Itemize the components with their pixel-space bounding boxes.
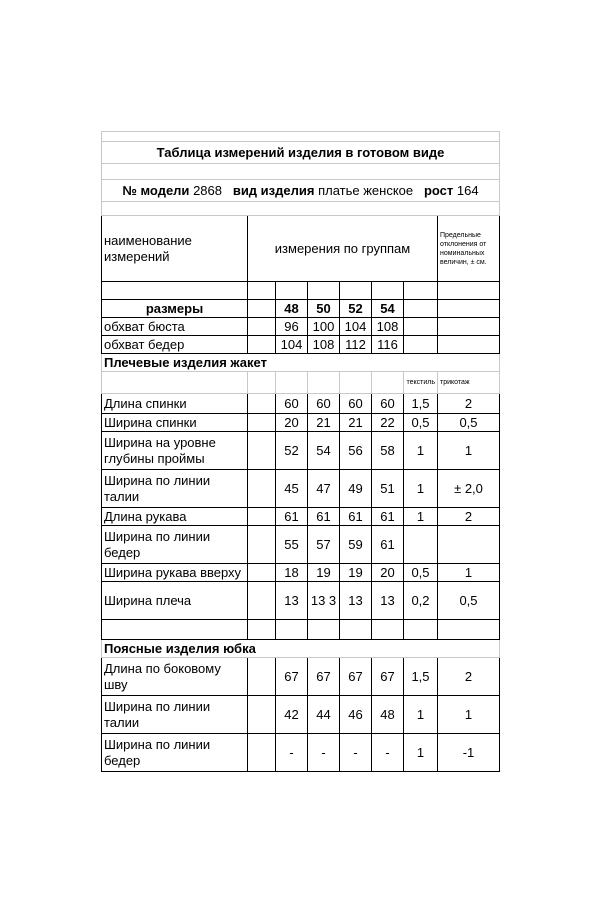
table-row — [102, 414, 500, 432]
row-label: Длина по боковому шву — [102, 658, 248, 696]
size-value: 44 — [308, 696, 340, 734]
section-skirt-title: Поясные изделия юбка — [102, 640, 500, 658]
deviation-value: 1 — [438, 696, 500, 734]
measurement-sheet — [101, 131, 499, 772]
size-value: 19 — [308, 564, 340, 582]
header-deviation: Предельные отклонения от номинальных величин, ± см. — [438, 216, 500, 282]
size-value: 21 — [340, 414, 372, 432]
deviation-value: 0,2 — [404, 582, 438, 620]
size-value: 67 — [276, 658, 308, 696]
size-value: - — [276, 734, 308, 772]
size-value: 60 — [372, 394, 404, 414]
size-value: 49 — [340, 470, 372, 508]
size-value: 60 — [308, 394, 340, 414]
size-value: 22 — [372, 414, 404, 432]
size-value: 58 — [372, 432, 404, 470]
deviation-value: 0,5 — [404, 564, 438, 582]
deviation-value: 1 — [404, 508, 438, 526]
table-row — [102, 470, 500, 508]
size-value: 51 — [372, 470, 404, 508]
model-label: № модели — [122, 182, 190, 198]
size-value: 56 — [340, 432, 372, 470]
deviation-value: 2 — [438, 658, 500, 696]
height-label: рост — [423, 182, 454, 198]
model-info — [102, 180, 500, 202]
row-label: Длина рукава — [102, 508, 248, 526]
deviation-value: 2 — [438, 394, 500, 414]
size-value: 18 — [276, 564, 308, 582]
size-value: 52 — [276, 432, 308, 470]
jacket-rows — [102, 394, 500, 620]
table-row — [102, 564, 500, 582]
row-label: Ширина по линии бедер — [102, 734, 248, 772]
deviation-value: 1,5 — [404, 394, 438, 414]
table-row — [102, 734, 500, 772]
deviation-value: 1 — [404, 734, 438, 772]
size-value: 20 — [276, 414, 308, 432]
size-value: 61 — [372, 526, 404, 564]
size-value: 13 — [276, 582, 308, 620]
size-value: 57 — [308, 526, 340, 564]
size-value: 46 — [340, 696, 372, 734]
row-label: Ширина по линии талии — [102, 470, 248, 508]
size-value: 60 — [340, 394, 372, 414]
size-value: 67 — [372, 658, 404, 696]
sizes-row: размеры 48 50 52 54 — [102, 300, 500, 318]
size-value: 61 — [372, 508, 404, 526]
size-value: 21 — [308, 414, 340, 432]
table-row — [102, 526, 500, 564]
header-groups: измерения по группам — [248, 216, 438, 282]
size-value: 19 — [340, 564, 372, 582]
size-value: 13 3 — [308, 582, 340, 620]
deviation-value — [438, 526, 500, 564]
table-row — [102, 582, 500, 620]
dev-label-textile: текстиль — [404, 372, 438, 394]
height-value: 164 — [456, 182, 479, 198]
size-value: 13 — [340, 582, 372, 620]
size-value: 55 — [276, 526, 308, 564]
type-value: платье женское — [318, 182, 414, 198]
size-value: - — [340, 734, 372, 772]
row-label: Ширина по линии талии — [102, 696, 248, 734]
model-value: 2868 — [193, 182, 222, 198]
measurement-table — [101, 131, 500, 772]
header-name: наименование измерений — [102, 216, 248, 282]
deviation-value: 0,5 — [404, 414, 438, 432]
table-row: обхват бюста 96 100 104 108 — [102, 318, 500, 336]
size-value: 47 — [308, 470, 340, 508]
table-row — [102, 508, 500, 526]
deviation-value: 2 — [438, 508, 500, 526]
row-label: Ширина по линии бедер — [102, 526, 248, 564]
deviation-value: 1,5 — [404, 658, 438, 696]
size-value: 20 — [372, 564, 404, 582]
size-value: 54 — [308, 432, 340, 470]
size-value: 13 — [372, 582, 404, 620]
size-value: 61 — [276, 508, 308, 526]
deviation-value: 1 — [438, 432, 500, 470]
row-label: Ширина плеча — [102, 582, 248, 620]
deviation-value: 0,5 — [438, 582, 500, 620]
deviation-value: 1 — [404, 696, 438, 734]
size-value: 67 — [340, 658, 372, 696]
size-value: 45 — [276, 470, 308, 508]
size-value: - — [308, 734, 340, 772]
row-label: Ширина спинки — [102, 414, 248, 432]
deviation-value: 1 — [404, 432, 438, 470]
row-label: Длина спинки — [102, 394, 248, 414]
size-value: - — [372, 734, 404, 772]
row-label: Ширина рукава вверху — [102, 564, 248, 582]
table-row — [102, 394, 500, 414]
dev-label-knit: трикотаж — [438, 372, 500, 394]
size-value: 67 — [308, 658, 340, 696]
type-label: вид изделия — [232, 182, 315, 198]
size-value: 42 — [276, 696, 308, 734]
deviation-value: 0,5 — [438, 414, 500, 432]
deviation-value: 1 — [404, 470, 438, 508]
page-title: Таблица измерений изделия в готовом виде — [102, 142, 500, 164]
skirt-rows — [102, 658, 500, 772]
table-row — [102, 658, 500, 696]
deviation-value: -1 — [438, 734, 500, 772]
size-value: 59 — [340, 526, 372, 564]
deviation-value: 1 — [438, 564, 500, 582]
table-row — [102, 696, 500, 734]
deviation-value — [404, 526, 438, 564]
row-label: Ширина на уровне глубины проймы — [102, 432, 248, 470]
table-row: обхват бедер 104 108 112 116 — [102, 336, 500, 354]
table-row — [102, 432, 500, 470]
deviation-value: ± 2,0 — [438, 470, 500, 508]
size-value: 60 — [276, 394, 308, 414]
section-jacket-title: Плечевые изделия жакет — [102, 354, 500, 372]
size-value: 48 — [372, 696, 404, 734]
size-value: 61 — [340, 508, 372, 526]
size-value: 61 — [308, 508, 340, 526]
